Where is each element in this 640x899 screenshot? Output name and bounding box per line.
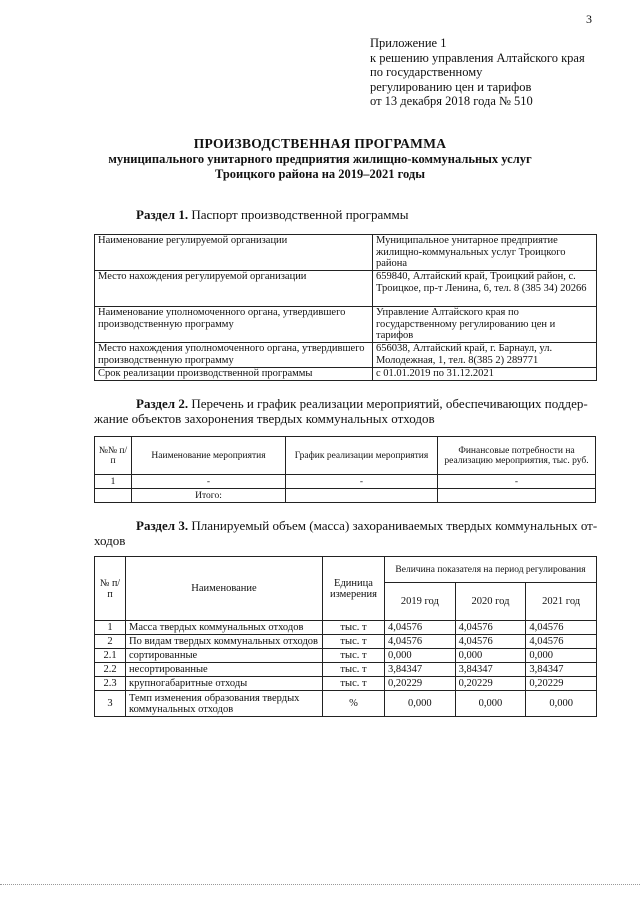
cell: 4,04576 (385, 635, 456, 649)
column-header: №№ п/п (95, 437, 132, 475)
cell: тыс. т (323, 663, 385, 677)
cell: 0,000 (385, 691, 456, 717)
cell: 0,000 (526, 691, 597, 717)
appendix-line: от 13 декабря 2018 года № 510 (370, 94, 533, 109)
cell (286, 489, 438, 503)
column-header: Величина показателя на период регулирования (385, 557, 597, 583)
appendix-line: по государственному (370, 65, 483, 80)
table-row (95, 475, 596, 489)
section1-text: Паспорт производственной программы (191, 207, 409, 222)
column-header: Финансовые потребности на реализацию мероприятия, тыс. руб. (438, 437, 596, 475)
passport-table (94, 234, 597, 381)
cell: 0,000 (455, 691, 526, 717)
cell: крупногабаритные отходы (126, 677, 323, 691)
document-title (0, 136, 640, 182)
cell: 0,000 (455, 649, 526, 663)
cell: 1 (95, 475, 132, 489)
cell: 4,04576 (455, 635, 526, 649)
passport-name: Срок реализации производственной программы (95, 368, 373, 381)
section3-line1: Планируемый объем (масса) захораниваемых твердых коммунальных от- (191, 518, 598, 533)
passport-name: Наименование регулируемой организации (95, 235, 373, 271)
section1-heading (136, 207, 408, 223)
section3-label: Раздел 3. (136, 518, 189, 533)
measures-table (94, 436, 596, 503)
column-header: Наименование (126, 557, 323, 621)
table-row (95, 235, 597, 271)
cell: - (438, 475, 596, 489)
passport-name: Наименование уполномоченного органа, утвердившего производственную программу (95, 307, 373, 343)
cell: 0,000 (526, 649, 597, 663)
table-row (95, 621, 597, 635)
cell (438, 489, 596, 503)
table-row (95, 368, 597, 381)
cell: тыс. т (323, 621, 385, 635)
title-line-3: Троицкого района на 2019–2021 годы (214, 167, 426, 181)
table-header-row (95, 437, 596, 475)
cell: 0,20229 (526, 677, 597, 691)
section2-line1: Перечень и график реализации мероприятий, обеспечивающих поддер- (191, 396, 588, 411)
passport-value: Управление Алтайского края по государственному регулированию цен и тарифов (373, 307, 597, 343)
section2-label: Раздел 2. (136, 396, 189, 411)
column-header: Наименование мероприятия (132, 437, 286, 475)
cell: 3 (95, 691, 126, 717)
table-row (95, 663, 597, 677)
page-number: 3 (586, 12, 592, 26)
year-header: 2020 год (455, 583, 526, 621)
cell: 2.2 (95, 663, 126, 677)
waste-volume-table (94, 556, 597, 717)
year-header: 2021 год (526, 583, 597, 621)
cell: 4,04576 (526, 635, 597, 649)
column-header: № п/п (95, 557, 126, 621)
cell: 4,04576 (385, 621, 456, 635)
cell: - (132, 475, 286, 489)
appendix-block (370, 36, 620, 109)
cell: 0,20229 (385, 677, 456, 691)
cell: По видам твердых коммунальных отходов (126, 635, 323, 649)
passport-value: Муниципальное унитарное предприятие жилищно-коммунальных услуг Троицкого района (373, 235, 597, 271)
total-label: Итого: (132, 489, 286, 503)
cell: тыс. т (323, 649, 385, 663)
cell: 0,20229 (455, 677, 526, 691)
table-row (95, 649, 597, 663)
cell: тыс. т (323, 677, 385, 691)
cell: - (286, 475, 438, 489)
cell: тыс. т (323, 635, 385, 649)
cell: 4,04576 (526, 621, 597, 635)
cell: сортированные (126, 649, 323, 663)
cell: 4,04576 (455, 621, 526, 635)
passport-name: Место нахождения регулируемой организации (95, 271, 373, 307)
appendix-line: к решению управления Алтайского края (370, 50, 585, 65)
column-header: Единица измерения (323, 557, 385, 621)
table-header-row (95, 557, 597, 583)
passport-value: с 01.01.2019 по 31.12.2021 (373, 368, 597, 381)
cell: 1 (95, 621, 126, 635)
title-line-2: муниципального унитарного предприятия жилищно-коммунальных услуг (108, 152, 532, 166)
table-row (95, 677, 597, 691)
section2-line2: жание объектов захоронения твердых коммунальных отходов (94, 411, 435, 426)
cell: 2.3 (95, 677, 126, 691)
appendix-line: Приложение 1 (370, 36, 447, 50)
passport-value: 659840, Алтайский край, Троицкий район, с. Троицкое, пр-т Ленина, 6, тел. 8 (385 34) 20266 (373, 271, 597, 307)
title-line-1: ПРОИЗВОДСТВЕННАЯ ПРОГРАММА (193, 136, 447, 151)
cell: 3,84347 (526, 663, 597, 677)
table-row (95, 271, 597, 307)
table-row (95, 635, 597, 649)
table-row (95, 691, 597, 717)
cell: 3,84347 (455, 663, 526, 677)
cell: несортированные (126, 663, 323, 677)
section2-heading (94, 396, 597, 426)
table-row (95, 307, 597, 343)
appendix-line: регулированию цен и тарифов (370, 79, 532, 94)
cell: 2.1 (95, 649, 126, 663)
table-row (95, 343, 597, 368)
page-bottom-divider (0, 884, 640, 885)
section3-line2: ходов (94, 533, 126, 548)
year-header: 2019 год (385, 583, 456, 621)
cell: % (323, 691, 385, 717)
cell: Темп изменения образования твердых коммунальных отходов (126, 691, 323, 717)
table-row (95, 489, 596, 503)
section1-label: Раздел 1. (136, 207, 189, 222)
cell: 0,000 (385, 649, 456, 663)
section3-heading (94, 518, 597, 548)
passport-value: 656038, Алтайский край, г. Барнаул, ул. Молодежная, 1, тел. 8(385 2) 289771 (373, 343, 597, 368)
passport-name: Место нахождения уполномоченного органа, утвердившего производственную программу (95, 343, 373, 368)
column-header: График реализации мероприятия (286, 437, 438, 475)
cell: 2 (95, 635, 126, 649)
cell: 3,84347 (385, 663, 456, 677)
cell (95, 489, 132, 503)
cell: Масса твердых коммунальных отходов (126, 621, 323, 635)
